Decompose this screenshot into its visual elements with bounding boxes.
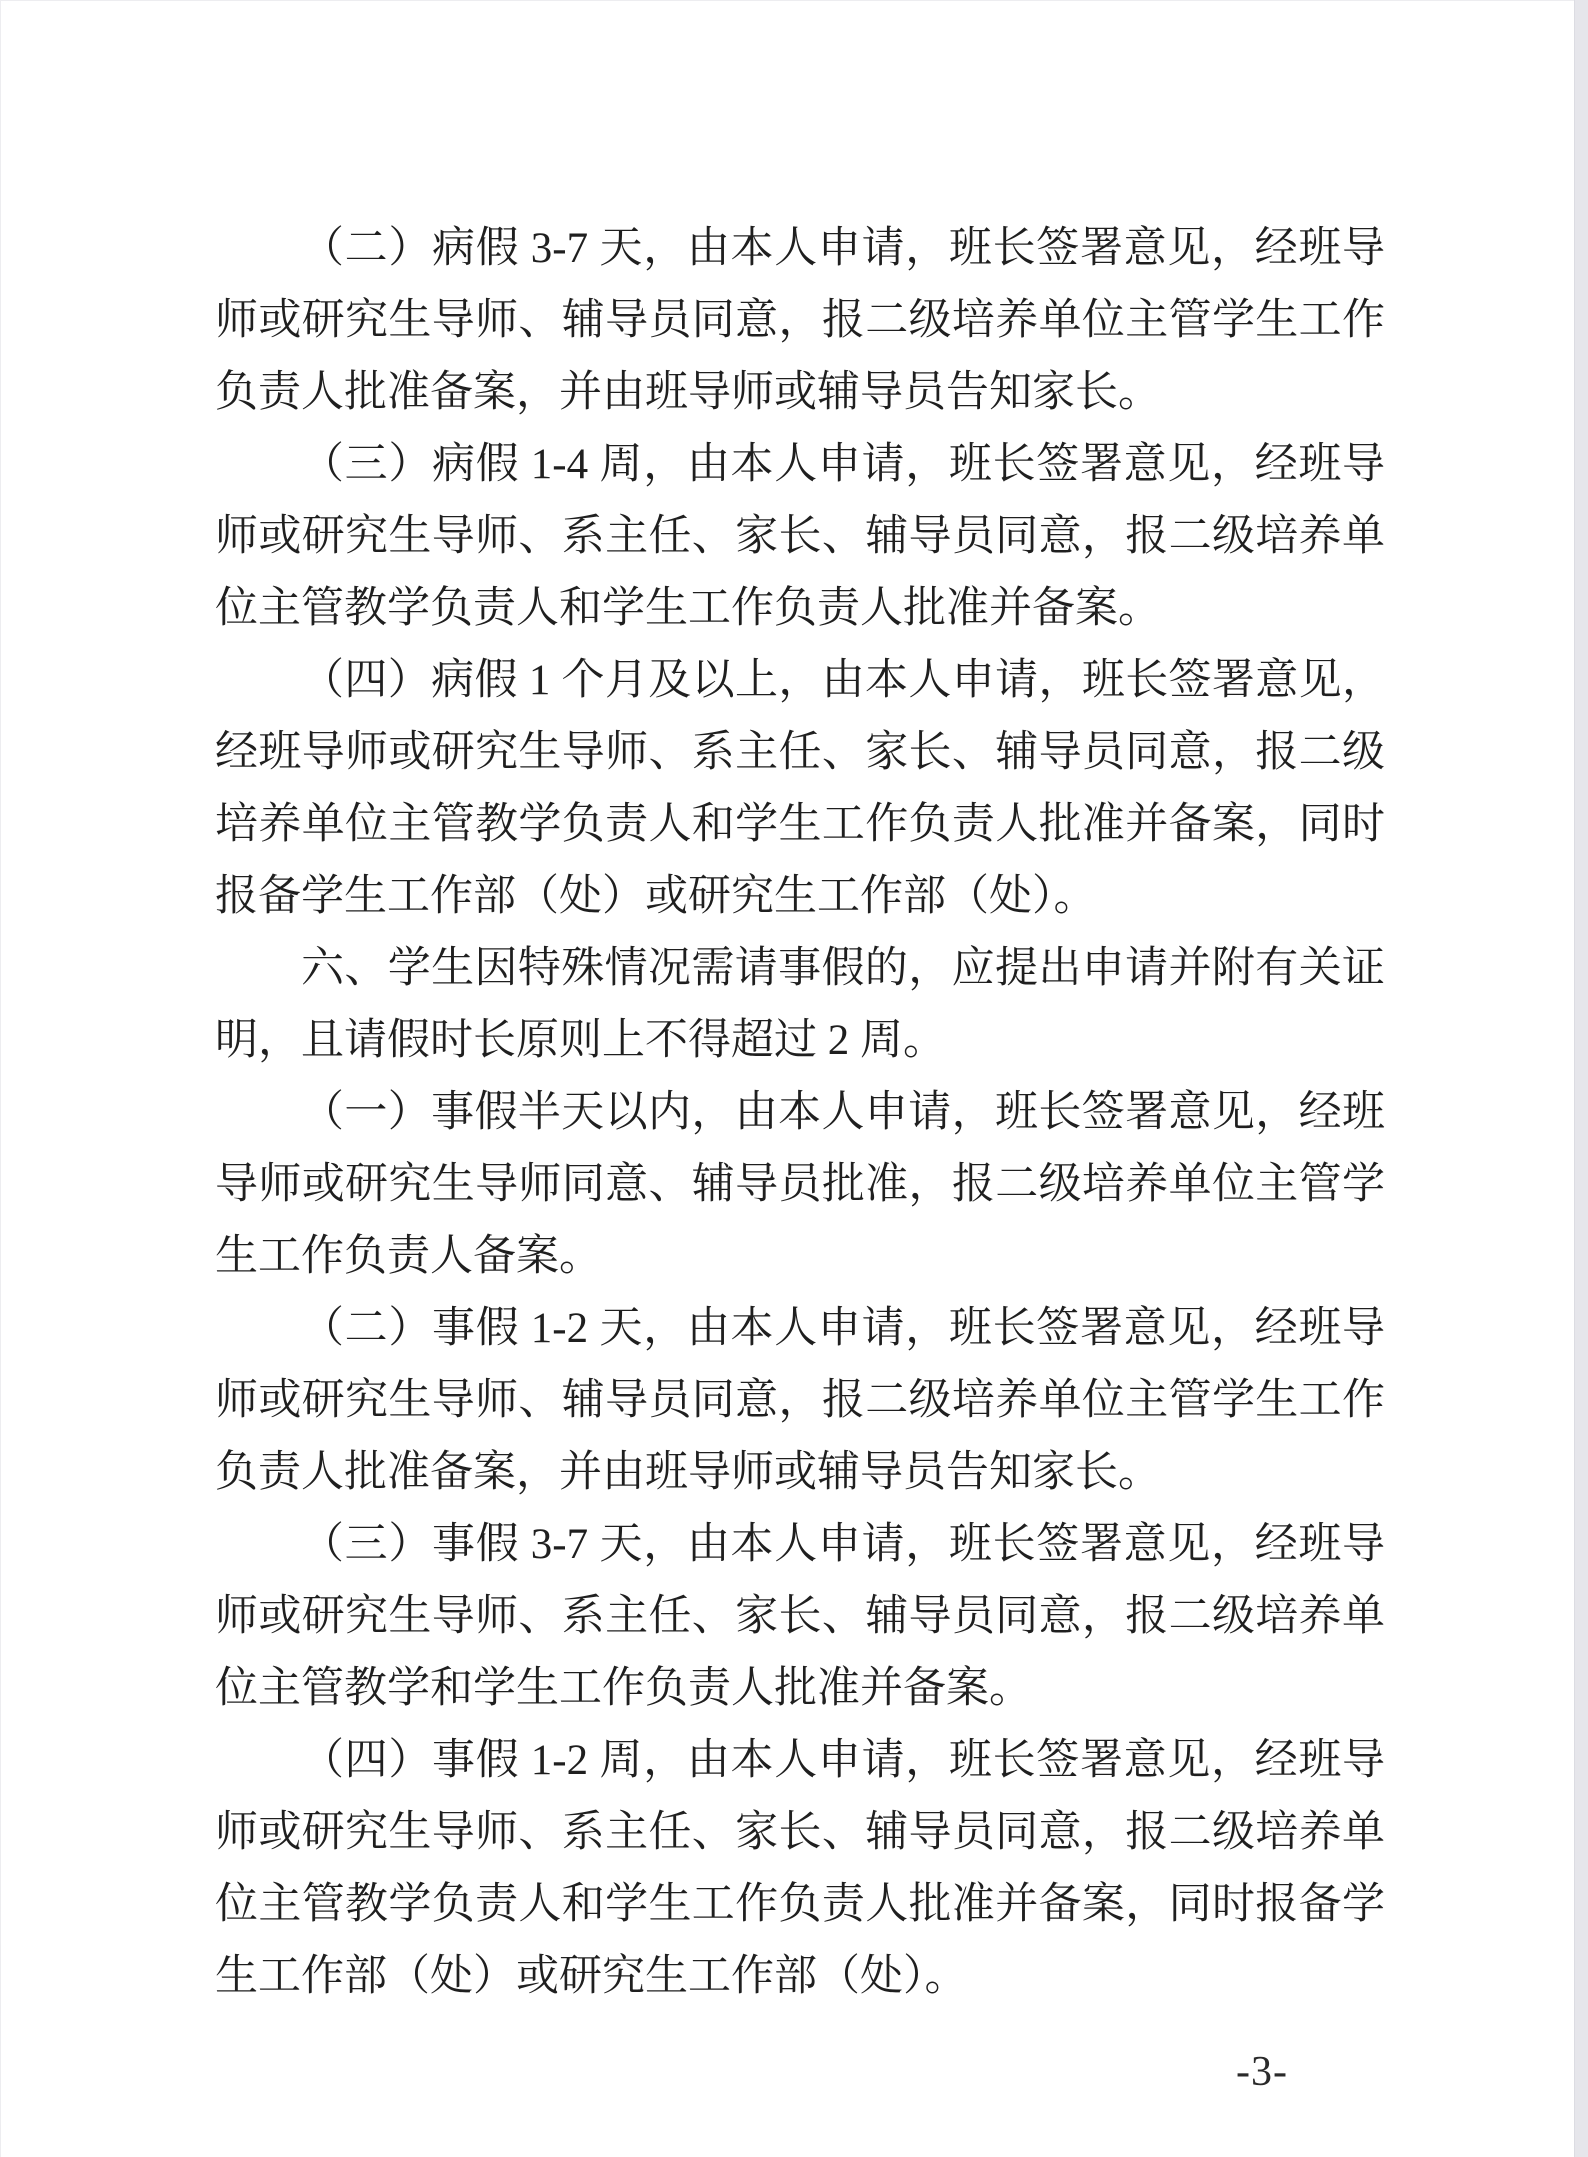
page-top-edge	[0, 0, 1588, 1]
paragraph-personal-leave-3-7-days: （三）事假 3-7 天，由本人申请，班长签署意见，经班导师或研究生导师、系主任、家长、辅导员同意，报二级培养单位主管教学和学生工作负责人批准并备案。	[215, 1521, 1385, 1712]
page-right-edge	[1574, 0, 1588, 2157]
document-body	[215, 213, 1385, 2013]
page-left-edge	[0, 0, 1, 2157]
paragraph-section-six-personal-leave: 六、学生因特殊情况需请事假的，应提出申请并附有关证明，且请假时长原则上不得超过 2 周。	[215, 945, 1385, 1064]
paragraph-personal-leave-half-day: （一）事假半天以内，由本人申请，班长签署意见，经班导师或研究生导师同意、辅导员批准，报二级培养单位主管学生工作负责人备案。	[215, 1089, 1385, 1280]
paragraph-sick-leave-1-4-weeks: （三）病假 1-4 周，由本人申请，班长签署意见，经班导师或研究生导师、系主任、家长、辅导员同意，报二级培养单位主管教学负责人和学生工作负责人批准并备案。	[215, 441, 1385, 632]
paragraph-sick-leave-1-month-plus: （四）病假 1 个月及以上，由本人申请，班长签署意见，经班导师或研究生导师、系主任、家长、辅导员同意，报二级培养单位主管教学负责人和学生工作负责人批准并备案，同时报备学生工作部（处）或研究生工作部（处）。	[215, 657, 1385, 920]
page-number: -3-	[1236, 2049, 1288, 2095]
paragraph-sick-leave-3-7-days: （二）病假 3-7 天，由本人申请，班长签署意见，经班导师或研究生导师、辅导员同意，报二级培养单位主管学生工作负责人批准备案，并由班导师或辅导员告知家长。	[215, 225, 1385, 416]
paragraph-personal-leave-1-2-weeks: （四）事假 1-2 周，由本人申请，班长签署意见，经班导师或研究生导师、系主任、家长、辅导员同意，报二级培养单位主管教学负责人和学生工作负责人批准并备案，同时报备学生工作部（处）或研究生工作部（处）。	[215, 1737, 1385, 2000]
paragraph-personal-leave-1-2-days: （二）事假 1-2 天，由本人申请，班长签署意见，经班导师或研究生导师、辅导员同意，报二级培养单位主管学生工作负责人批准备案，并由班导师或辅导员告知家长。	[215, 1305, 1385, 1496]
